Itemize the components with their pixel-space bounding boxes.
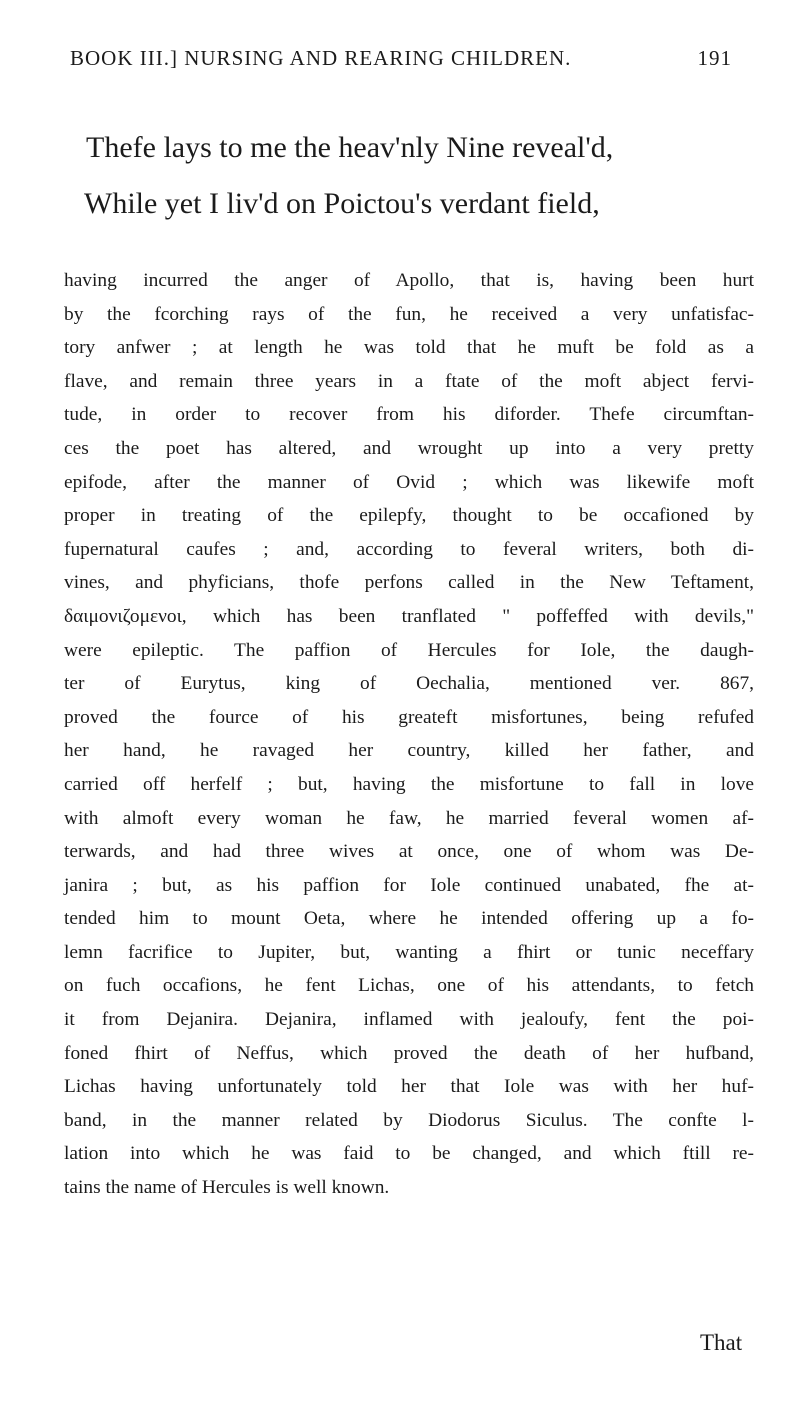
prose-line: with almoft every woman he faw, he married feveral women af- (64, 807, 754, 829)
prose-line: tude, in order to recover from his diforder. Thefe circumftan- (64, 404, 754, 426)
prose-line: ter of Eurytus, king of Oechalia, mentioned ver. 867, (64, 673, 754, 695)
catchword: That (700, 1330, 743, 1355)
verse-line: While yet I liv'd on Poictou's verdant field, (84, 187, 600, 220)
prose-line: Lichas having unfortunately told her that Iole was with her huf- (64, 1076, 754, 1098)
prose-line: tended him to mount Oeta, where he intended offering up a fo- (64, 908, 754, 930)
prose-line: lemn facrifice to Jupiter, but, wanting a fhirt or tunic neceffary (64, 941, 754, 963)
running-head-title: BOOK III.] NURSING AND REARING CHILDREN. (70, 46, 572, 70)
verse-line: Thefe lays to me the heav'nly Nine reveal'd, (86, 131, 614, 164)
prose-line: foned fhirt of Neffus, which proved the death of her hufband, (64, 1042, 754, 1064)
prose-line: proved the fource of his greateft misfortunes, being refufed (64, 706, 754, 728)
prose-line: lation into which he was faid to be changed, and which ftill re- (64, 1143, 754, 1165)
prose-line: terwards, and had three wives at once, one of whom was De- (64, 841, 754, 863)
prose-line: flave, and remain three years in a ftate of the moft abject fervi- (64, 370, 754, 392)
prose-line: proper in treating of the epilepfy, thought to be occafioned by (64, 505, 754, 527)
prose-line: having incurred the anger of Apollo, that is, having been hurt (64, 270, 754, 291)
prose-line: her hand, he ravaged her country, killed her father, and (64, 740, 754, 762)
prose-line: fupernatural caufes ; and, according to feveral writers, both di- (64, 538, 754, 560)
page-number: 191 (697, 46, 732, 70)
prose-line: tains the name of Hercules is well known. (64, 1177, 390, 1199)
prose-line: ces the poet has altered, and wrought up into a very pretty (64, 437, 754, 459)
prose-line: vines, and phyficians, thofe perfons called in the New Teftament, (64, 572, 754, 594)
commentary-paragraph (64, 264, 754, 1205)
prose-line: epifode, after the manner of Ovid ; which was likewife moft (64, 471, 754, 493)
running-header (70, 46, 732, 71)
prose-line: on fuch occafions, he fent Lichas, one of his attendants, to fetch (64, 975, 754, 997)
prose-line: tory anfwer ; at length he was told that he muft be fold as a (64, 337, 754, 359)
prose-line: it from Dejanira. Dejanira, inflamed with jealoufy, fent the poi- (64, 1009, 754, 1031)
prose-line: carried off herfelf ; but, having the misfortune to fall in love (64, 773, 754, 795)
prose-line: were epileptic. The paffion of Hercules for Iole, the daugh- (64, 639, 754, 661)
prose-line: band, in the manner related by Diodorus Siculus. The confte l- (64, 1109, 754, 1131)
prose-line: δαιμονιζομενοι, which has been tranflated " poffeffed with devils," (64, 605, 754, 627)
prose-line: janira ; but, as his paffion for Iole continued unabated, fhe at- (64, 874, 754, 896)
prose-line: by the fcorching rays of the fun, he received a very unfatisfac- (64, 303, 754, 325)
